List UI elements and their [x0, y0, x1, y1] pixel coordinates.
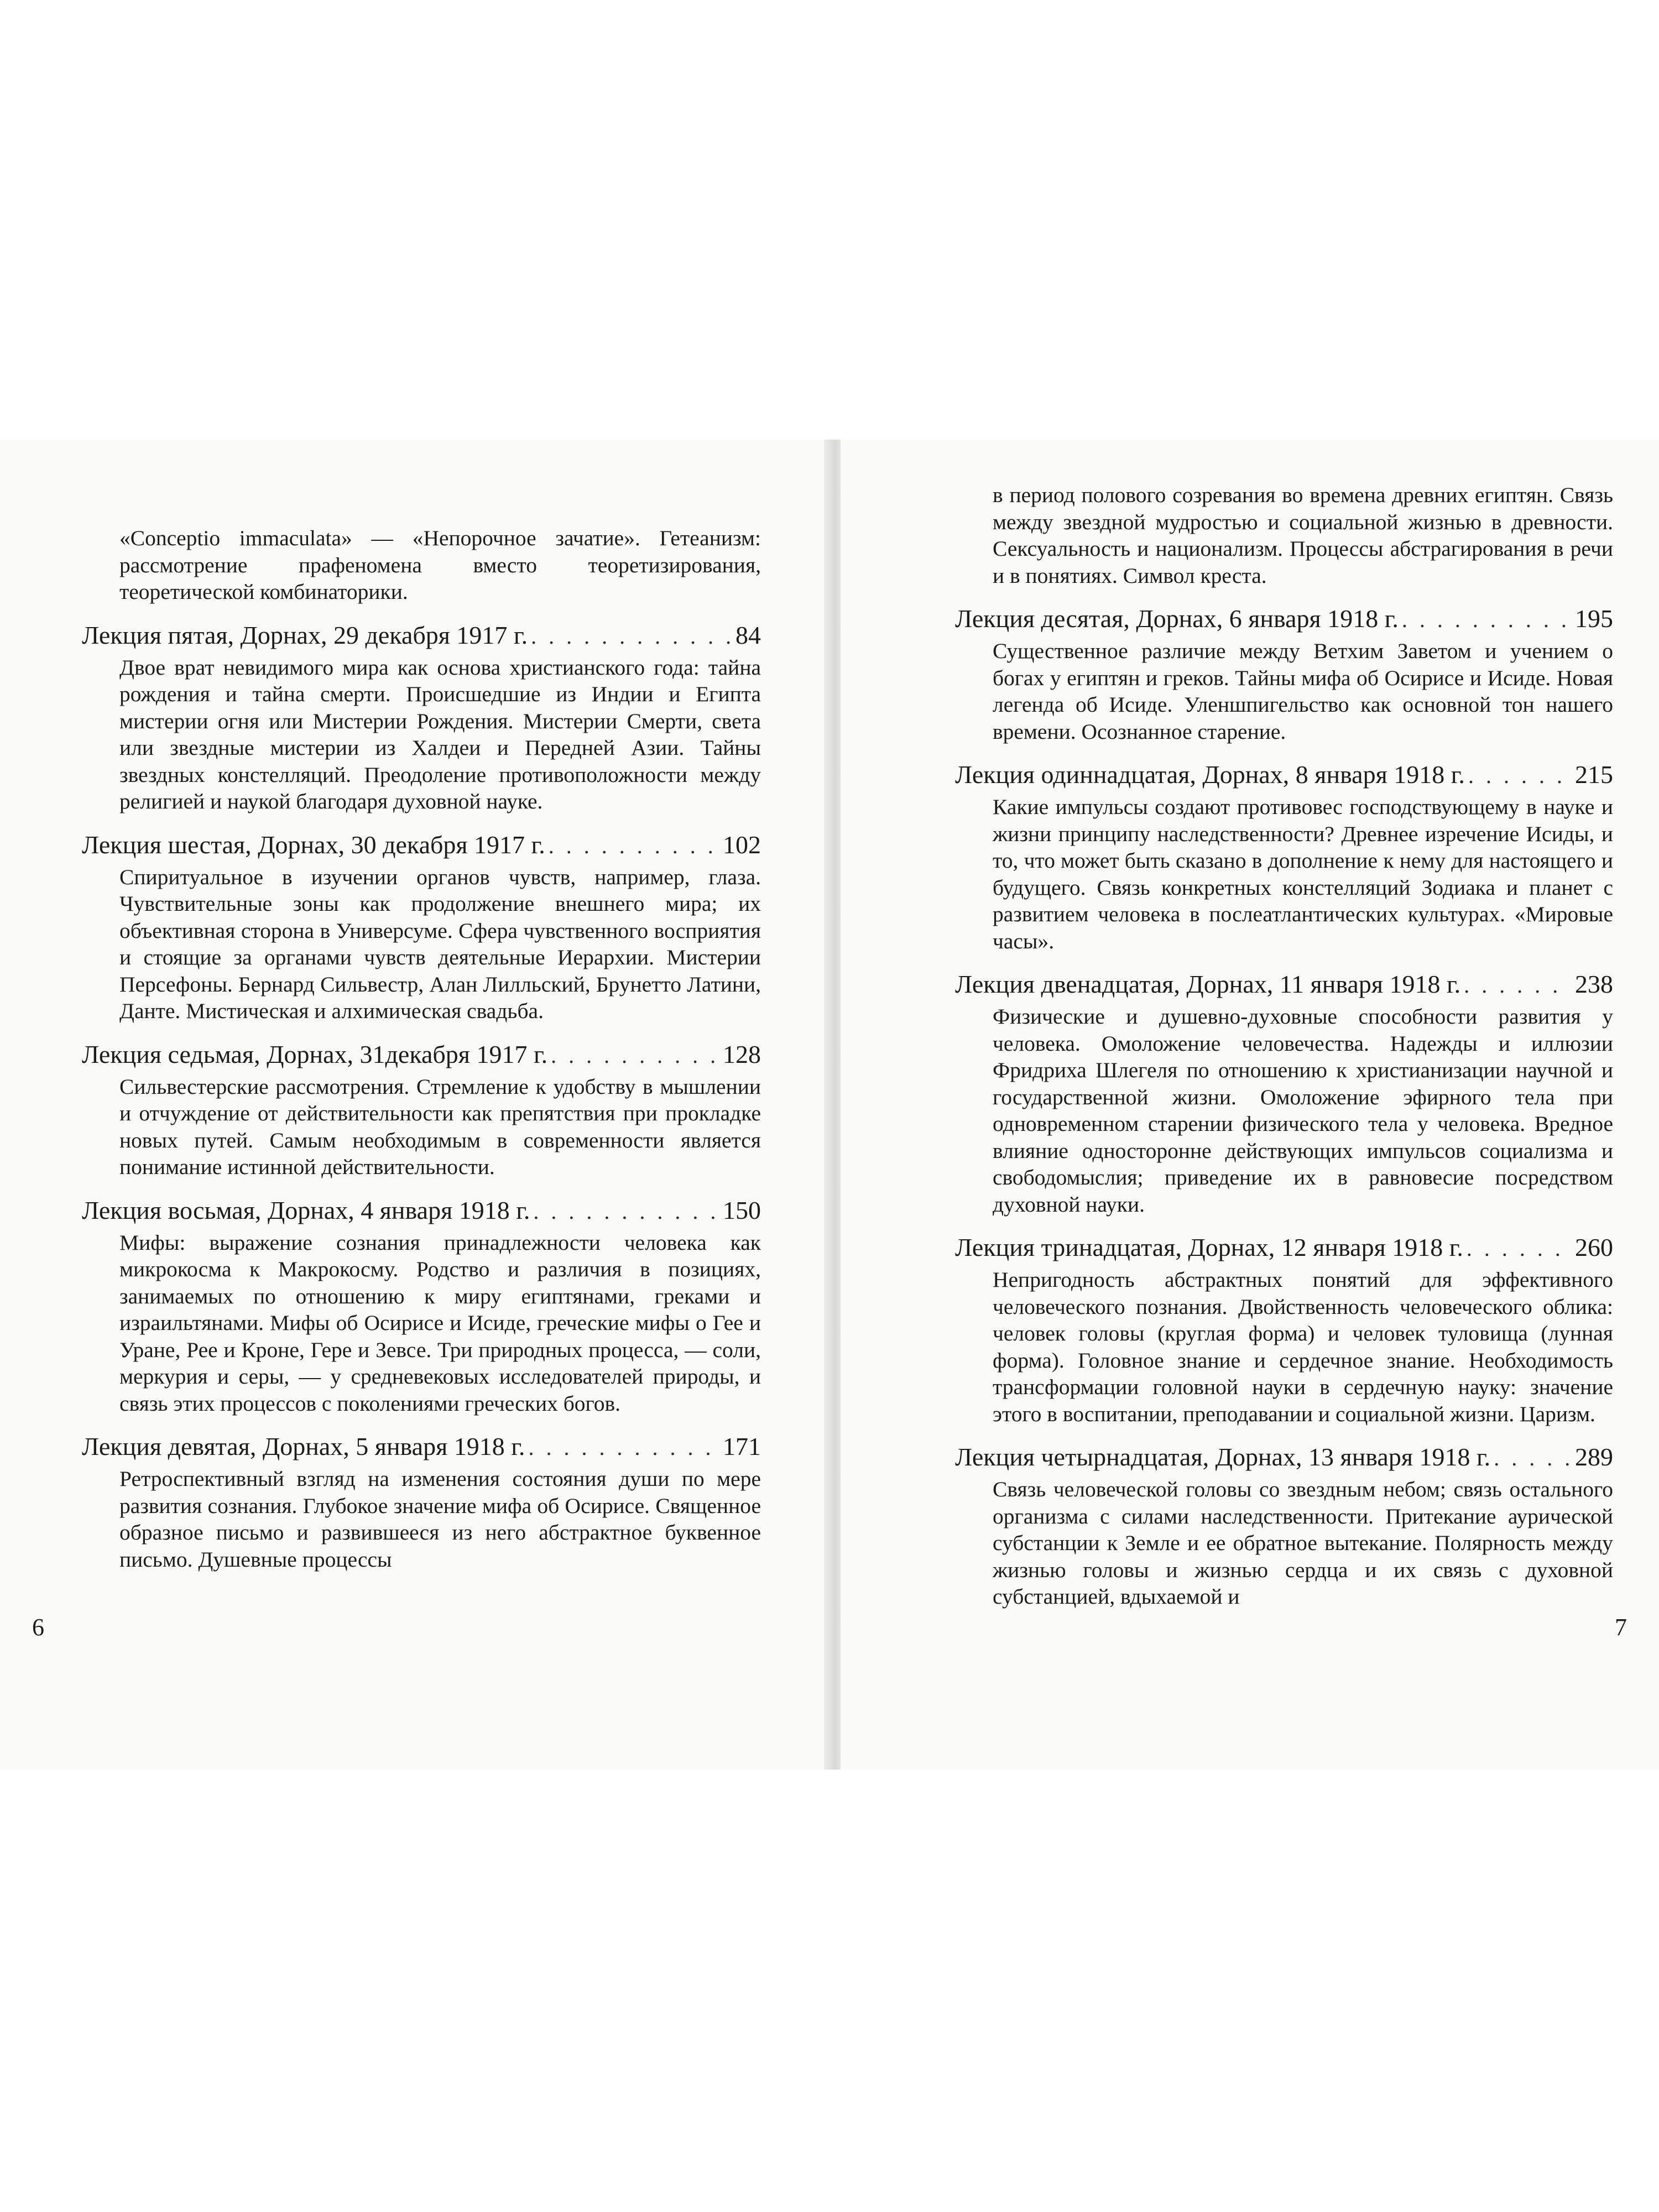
- toc-entry-description: Непригодность абстрактных понятий для эффективного человеческого познания. Двойственность человеческого облика: человек головы (круглая форма) и человек туловища (лунная форма). Головное знание и сердечное знание. Необходимость трансформации головной науки в сердечную науку: значение этого в воспитании, преподавании и социальной жизни. Царизм.: [993, 1267, 1613, 1426]
- toc-entry-description: Сильвестерские рассмотрения. Стремление к удобству в мышлении и отчуждение от действительности как препятствия при прокладке новых путей. Самым необходимым в современности является понимание истинной действительности.: [119, 1074, 761, 1179]
- leader-dots: [528, 1432, 719, 1463]
- toc-entry: [955, 969, 1613, 1218]
- toc-entry: [82, 830, 761, 1025]
- toc-entry-title: Лекция тринадцатая, Дорнах, 12 января 1918 г.: [955, 1233, 1463, 1261]
- toc-entry-heading: [82, 1431, 761, 1463]
- leader-dots: [551, 1040, 719, 1071]
- toc-entry-heading: [955, 759, 1613, 791]
- toc-entry: [82, 1039, 761, 1181]
- leader-dots: [1468, 760, 1572, 791]
- toc-entry-title: Лекция десятая, Дорнах, 6 января 1918 г.: [955, 604, 1399, 633]
- toc-entry-page: 238: [1575, 970, 1613, 998]
- toc-entry: [955, 759, 1613, 954]
- toc-entry-page: 84: [735, 620, 761, 649]
- toc-entry-description: Физические и душевно-духовные способности развития у человека. Омоложение человечества. Надежды и иллюзии Фридриха Шлегеля по отношению к христианизации научной и государственной жизни. Омоложение эфирного тела при одновременном старении физического тела у человека. Вредное влияние односторонне действующих импульсов социализма и свободомыслия; приведение их в равновесие посредством духовной науки.: [993, 1004, 1613, 1217]
- leader-dots: [1464, 970, 1572, 1001]
- book-spread: [0, 440, 1659, 1770]
- toc-entry-description: Ретроспективный взгляд на изменения состояния души по мере развития сознания. Глубокое значение мифа об Осирисе. Священное образное письмо и развившееся из него абстрактное буквенное письмо. Душевные процессы: [119, 1467, 761, 1572]
- toc-entry: [82, 620, 761, 815]
- toc-entry-title: Лекция седьмая, Дорнах, 31декабря 1917 г.: [82, 1040, 548, 1068]
- toc-entry-heading: [955, 603, 1613, 635]
- left-page-column: [82, 525, 761, 1573]
- toc-entry-page: 195: [1575, 604, 1613, 633]
- toc-entry-heading: [82, 620, 761, 652]
- toc-entry: [82, 1195, 761, 1417]
- right-continuation-text: в период полового созревания во времена древних египтян. Связь между звездной мудростью и социальной жизнью в древности. Сексуальность и национализм. Процессы абстрагирования в речи и в понятиях. Символ креста.: [993, 483, 1613, 588]
- leader-dots: [533, 1196, 719, 1227]
- toc-entry-description: Двое врат невидимого мира как основа христианского года: тайна рождения и тайна смерти. Происшедшие из Индии и Египта мистерии огня или Мистерии Рождения. Мистерии Смерти, света или звездные мистерии из Халдеи и Передней Азии. Тайны звездных констелляций. Преодоление противоположности между религией и наукой благодаря духовной науке.: [119, 655, 761, 813]
- toc-entry-page: 289: [1575, 1443, 1613, 1471]
- toc-entry-heading: [955, 1442, 1613, 1474]
- toc-entry-title: Лекция пятая, Дорнах, 29 декабря 1917 г.: [82, 620, 528, 649]
- toc-entry: [82, 1431, 761, 1573]
- toc-entry-page: 260: [1575, 1233, 1613, 1261]
- toc-entry-title: Лекция шестая, Дорнах, 30 декабря 1917 г.: [82, 830, 545, 859]
- toc-entry-page: 128: [723, 1040, 761, 1068]
- leader-dots: [549, 831, 719, 862]
- toc-entry-description: Существенное различие между Ветхим Заветом и учением о богах у египтян и греков. Тайны мифа об Осирисе и Исиде. Новая легенда об Исиде. Уленшпигельство как основной тон нашего времени. Осознанное старение.: [993, 639, 1613, 744]
- toc-entry: [955, 603, 1613, 745]
- toc-entry-description: Мифы: выражение сознания принадлежности человека как микрокосма к Макрокосму. Родство и различия в позициях, занимаемых по отношению к миру египтянами, греками и израильтянами. Мифы об Осирисе и Исиде, греческие мифы о Гее и Уране, Рее и Кроне, Гере и Зевсе. Три природных процесса, — соли, меркурия и серы, — у средневековых исследователей природы, и связь этих процессов с поколениями греческих богов.: [119, 1230, 761, 1416]
- left-page: [0, 440, 828, 1770]
- toc-entry: [955, 1442, 1613, 1610]
- toc-entry-heading: [82, 1195, 761, 1227]
- toc-entry-title: Лекция девятая, Дорнах, 5 января 1918 г.: [82, 1432, 525, 1460]
- toc-entry-title: Лекция четырнадцатая, Дорнах, 13 января 1918 г.: [955, 1443, 1491, 1471]
- leader-dots: [1402, 604, 1572, 635]
- right-page: [841, 440, 1659, 1770]
- toc-entry-description: Спиритуальное в изучении органов чувств, например, глаза. Чувствительные зоны как продолжение внешнего мира; их объективная сторона в Универсуме. Сфера чувственного восприятия и стоящие за органами чувств деятельные Иерархии. Мистерии Персефоны. Бернард Сильвестр, Алан Лилльский, Брунетто Латини, Данте. Мистическая и алхимическая свадьба.: [119, 864, 761, 1023]
- leader-dots: [1494, 1443, 1572, 1474]
- toc-entry-heading: [82, 1039, 761, 1071]
- toc-entry-page: 150: [723, 1196, 761, 1224]
- page-number-left: 6: [32, 1614, 44, 1641]
- toc-entry-page: 215: [1575, 760, 1613, 789]
- toc-entry-heading: [955, 969, 1613, 1001]
- page-number-right: 7: [1615, 1614, 1627, 1641]
- toc-entry-description: Какие импульсы создают противовес господствующему в науке и жизни принципу наследственности? Древнее изречение Исиды, и то, что может быть сказано в дополнение к нему для настоящего и будущего. Связь конкретных констелляций Зодиака и планет с развитием человека в послеатлантических культурах. «Мировые часы».: [993, 795, 1613, 953]
- toc-entry-title: Лекция одиннадцатая, Дорнах, 8 января 1918 г.: [955, 760, 1465, 789]
- right-page-column: [955, 482, 1613, 1610]
- toc-entry-heading: [955, 1232, 1613, 1264]
- leader-dots: [1467, 1233, 1572, 1264]
- toc-entry-page: 102: [723, 830, 761, 859]
- toc-entry: [955, 1232, 1613, 1427]
- toc-entry-heading: [82, 830, 761, 862]
- toc-entry-page: 171: [723, 1432, 761, 1460]
- leader-dots: [531, 621, 732, 652]
- toc-entry-title: Лекция двенадцатая, Дорнах, 11 января 1918 г.: [955, 970, 1461, 998]
- toc-entry-description: Связь человеческой головы со звездным небом; связь остального организма с силами наследственности. Притекание аурической субстанции к Земле и ее обратное вытекание. Полярность между жизнью головы и жизнью сердца и их связь с духовной субстанцией, вдыхаемой и: [993, 1477, 1613, 1609]
- toc-entry-title: Лекция восьмая, Дорнах, 4 января 1918 г.: [82, 1196, 530, 1224]
- left-intro-text: «Conceptio immaculata» — «Непорочное зачатие». Гетеанизм: рассмотрение прафеномена вместо теоретизирования, теоретической комбинаторики.: [119, 526, 761, 604]
